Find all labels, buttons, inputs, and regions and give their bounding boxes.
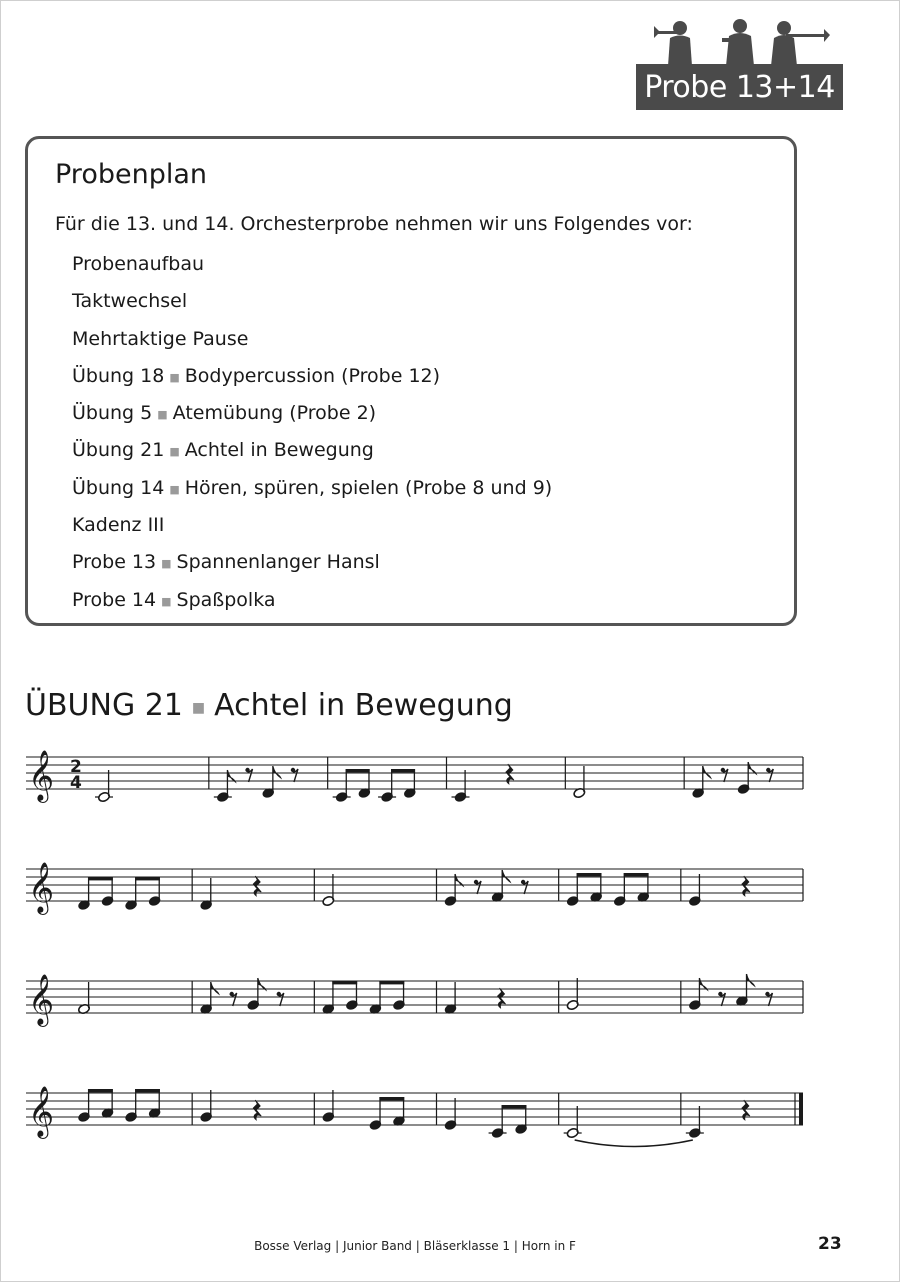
plan-item-main: Taktwechsel xyxy=(72,290,188,313)
plan-item-detail: Spaßpolka xyxy=(176,588,276,611)
plan-item-detail: Atemübung (Probe 2) xyxy=(172,402,377,425)
separator-icon: ■ xyxy=(161,557,172,571)
note-flag xyxy=(227,770,235,782)
plan-item-main: Mehrtaktige Pause xyxy=(72,327,249,350)
plan-item-detail: Achtel in Bewegung xyxy=(184,439,374,462)
final-bar-line xyxy=(799,1093,803,1125)
plan-item-main: Übung 18 xyxy=(72,364,165,387)
note-beam xyxy=(624,873,649,876)
note-flag xyxy=(748,762,756,774)
note-beam xyxy=(379,1097,404,1100)
note-beam xyxy=(135,1089,160,1092)
separator-icon: ■ xyxy=(169,445,180,459)
separator-icon: ■ xyxy=(169,482,180,496)
time-signature-bottom: 4 xyxy=(70,773,82,793)
time-signature-top: 2 xyxy=(70,757,82,777)
note-flag xyxy=(703,766,711,778)
plan-item-main: Probe 14 xyxy=(72,588,157,611)
note-beam xyxy=(379,981,404,984)
plan-item-main: Übung 21 xyxy=(72,439,165,462)
note-flag xyxy=(699,978,707,990)
separator-icon: ■ xyxy=(161,594,172,608)
plan-intro: Für die 13. und 14. Orchesterprobe nehmen wir uns Folgendes vor: xyxy=(55,213,693,235)
treble-clef-icon: 𝄞 xyxy=(28,862,55,913)
exercise-name: Achtel in Bewegung xyxy=(214,688,513,723)
treble-clef-icon: 𝄞 xyxy=(28,750,55,801)
plan-title: Probenplan xyxy=(55,159,207,190)
note-flag xyxy=(455,874,463,886)
plan-item-detail: Spannenlanger Hansl xyxy=(176,551,380,574)
exercise-number: ÜBUNG 21 xyxy=(25,688,183,723)
note-beam xyxy=(332,981,357,984)
note-beam xyxy=(391,769,415,772)
note-beam xyxy=(88,877,113,880)
note-flag xyxy=(502,870,510,882)
page-number: 23 xyxy=(818,1234,842,1254)
plan-item-detail: Bodypercussion (Probe 12) xyxy=(184,364,441,387)
separator-icon: ■ xyxy=(157,408,168,422)
note-flag xyxy=(273,766,281,778)
separator-icon: ■ xyxy=(191,700,206,716)
treble-clef-icon: 𝄞 xyxy=(28,1086,55,1137)
tie xyxy=(575,1140,693,1147)
note-beam xyxy=(88,1089,113,1092)
plan-item-main: Übung 14 xyxy=(72,476,165,499)
note-flag xyxy=(258,978,266,990)
plan-item-main: Übung 5 xyxy=(72,402,153,425)
plan-item-main: Probe 13 xyxy=(72,551,157,574)
note-beam xyxy=(135,877,160,880)
note-beam xyxy=(577,873,602,876)
treble-clef-icon: 𝄞 xyxy=(28,974,55,1025)
note-flag xyxy=(747,974,755,986)
plan-item-detail: Hören, spüren, spielen (Probe 8 und 9) xyxy=(184,476,553,499)
note-beam xyxy=(346,769,370,772)
plan-item-main: Probenaufbau xyxy=(72,253,205,275)
note-beam xyxy=(502,1105,527,1108)
plan-item-main: Kadenz III xyxy=(72,514,165,537)
note-flag xyxy=(211,982,219,994)
footer-text: Bosse Verlag | Junior Band | Bläserklasse 1 | Horn in F xyxy=(254,1239,576,1253)
rehearsal-badge: Probe 13+14 xyxy=(636,64,843,110)
separator-icon: ■ xyxy=(169,370,180,384)
